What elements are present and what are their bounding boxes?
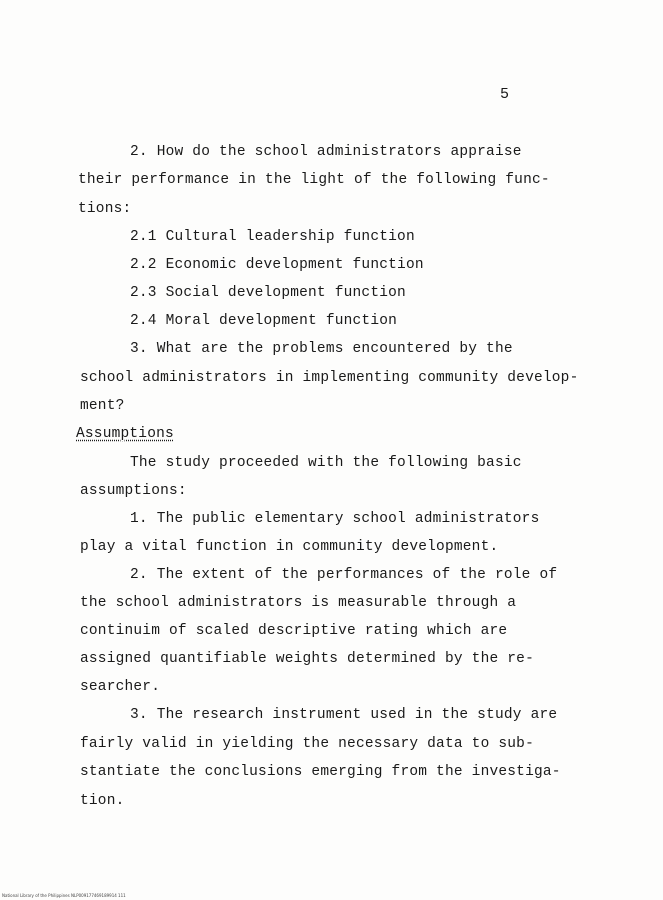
- assumption-2-line-1: 2. The extent of the performances of the role of: [130, 567, 558, 583]
- assumption-2-line-4: assigned quantifiable weights determined by the re-: [80, 651, 534, 667]
- library-footer-stamp: National Library of the Philippines NLP009177469189914 111: [2, 893, 126, 898]
- question-3-line-3: ment?: [80, 398, 125, 414]
- question-3-line-1: 3. What are the problems encountered by the: [130, 341, 513, 357]
- question-2-line-3: tions:: [78, 201, 132, 217]
- assumption-3-line-4: tion.: [80, 793, 125, 809]
- question-3-line-2: school administrators in implementing community develop-: [80, 370, 579, 386]
- question-2-line-1: 2. How do the school administrators appraise: [130, 144, 522, 160]
- assumption-2-line-2: the school administrators is measurable through a: [80, 595, 517, 611]
- assumptions-heading: Assumptions: [76, 426, 174, 442]
- question-2-line-2: their performance in the light of the following func-: [78, 172, 550, 188]
- assumption-3-line-3: stantiate the conclusions emerging from the investiga-: [80, 764, 561, 780]
- sub-question-2-2: 2.2 Economic development function: [130, 257, 424, 273]
- sub-question-2-4: 2.4 Moral development function: [130, 313, 398, 329]
- assumption-2-line-3: continuim of scaled descriptive rating which are: [80, 623, 508, 639]
- assumption-3-line-1: 3. The research instrument used in the study are: [130, 707, 558, 723]
- assumptions-intro-line-2: assumptions:: [80, 483, 187, 499]
- sub-question-2-1: 2.1 Cultural leadership function: [130, 229, 415, 245]
- assumption-2-line-5: searcher.: [80, 679, 161, 695]
- page-number: 5: [500, 86, 510, 103]
- assumption-1-line-2: play a vital function in community development.: [80, 539, 499, 555]
- assumption-1-line-1: 1. The public elementary school administrators: [130, 511, 540, 527]
- assumption-3-line-2: fairly valid in yielding the necessary data to sub-: [80, 736, 534, 752]
- sub-question-2-3: 2.3 Social development function: [130, 285, 406, 301]
- assumptions-intro-line-1: The study proceeded with the following basic: [130, 455, 522, 471]
